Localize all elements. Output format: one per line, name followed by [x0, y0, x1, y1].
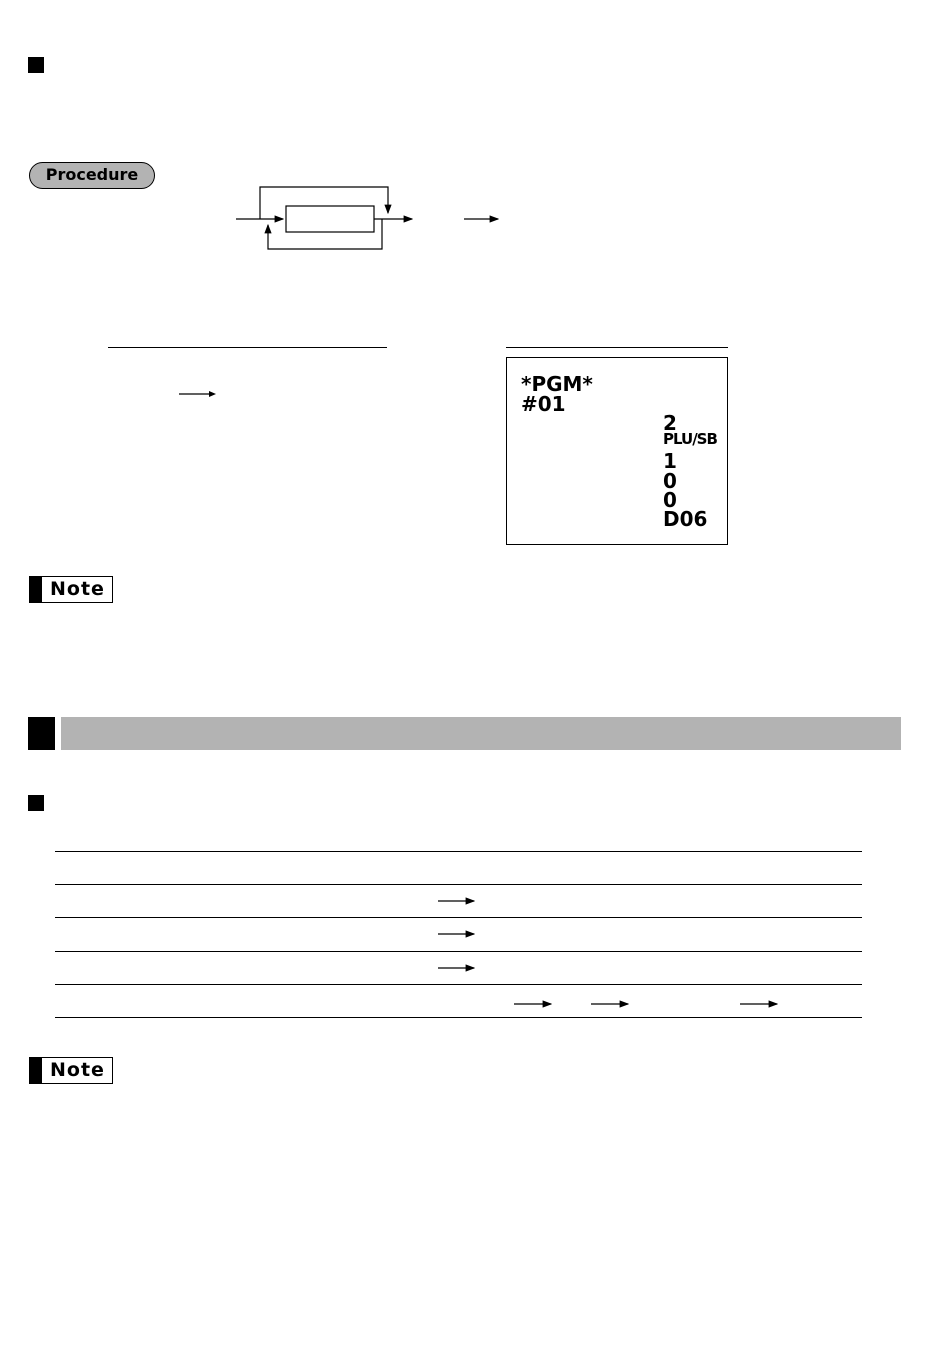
section-marker [28, 717, 55, 750]
procedure-badge: Procedure [29, 162, 155, 189]
section-bullet-square [28, 57, 44, 73]
note-badge [29, 1057, 113, 1084]
note-badge-bar [30, 577, 42, 602]
table-arrows [430, 890, 790, 1015]
receipt-line: 2 [663, 411, 677, 435]
receipt-number: #01 [521, 392, 566, 416]
key-operation-header-rule [108, 347, 387, 348]
table-rule [55, 851, 862, 852]
print-header-rule [506, 347, 728, 348]
table-rule [55, 1017, 862, 1018]
table-rule [55, 884, 862, 885]
section-header-band [61, 717, 901, 750]
note-badge-bar [30, 1058, 42, 1083]
note-label: Note [50, 1059, 105, 1081]
subsection-bullet-square [28, 795, 44, 811]
note-badge [29, 576, 113, 603]
note-label: Note [50, 578, 105, 600]
receipt-printout [506, 357, 728, 545]
receipt-line: PLU/SB [663, 430, 717, 448]
receipt-line: 0 [663, 488, 677, 512]
arrow-icon [178, 389, 218, 399]
receipt-line: D06 [663, 507, 708, 531]
receipt-line: 1 [663, 449, 677, 473]
procedure-flow-diagram [230, 180, 510, 256]
receipt-line: 0 [663, 469, 677, 493]
receipt-title: *PGM* [521, 372, 593, 396]
